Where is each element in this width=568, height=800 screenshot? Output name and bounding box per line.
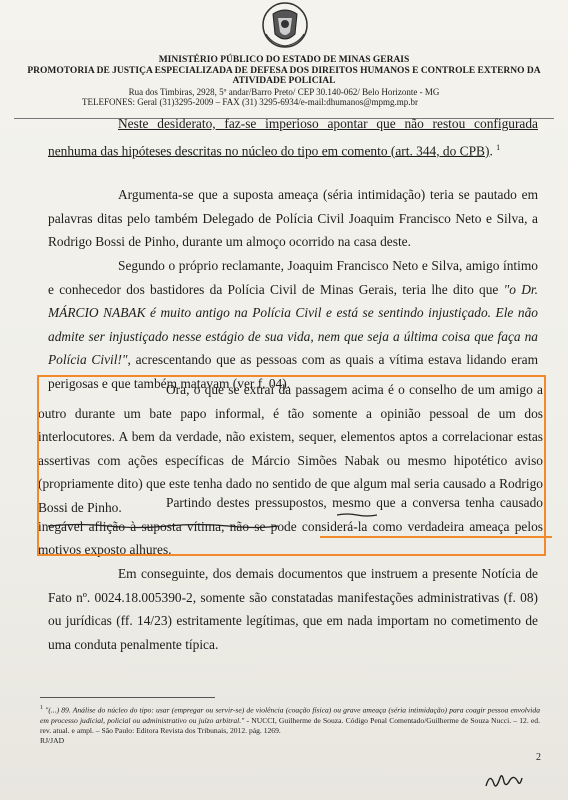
footnote-divider [40, 697, 215, 698]
paragraph-1-text-b: nenhuma das hipóteses descritas no núcleo do tipo em comento (art. 344, do CPB) [48, 142, 490, 158]
paragraph-6: Em conseguinte, dos demais documentos que instruem a presente Notícia de Fato nº. 0024.18.005390-2, somente são constatadas manifestações administrativas (f. 08) ou jurídicas (ff. 14/23) estritamente legítimas, que em nada importam no cometimento de uma conduta penalmente típica. [48, 566, 538, 652]
paragraph-4: Ora, o que se extrai da passagem acima é o conselho de um amigo a outro durante um bate papo informal, é tão somente a opinião pessoal de um dos interlocutores. A bem da verdade, não existem, sequer, elementos aptos a correlacionar estas assertivas com ações específicas de Márcio Simões Nabak ou mesmo hipotético aviso (propriamente dito) que este tenha dado no sentido de que algum mal seria causado a Rodrigo Bossi de Pinho. [38, 382, 543, 515]
footnote-mark: 1 [40, 705, 43, 711]
paragraph-1 [48, 112, 538, 162]
paragraph-5: Partindo destes pressupostos, mesmo que a conversa tenha causado inegável aflição à suposta vítima, não se pode considerá-la como verdadeira ameaça pelos motivos exposto alhures. [38, 495, 543, 557]
footnote-text: - NUCCI, Guilherme de Souza. Código Penal Comentado/Guilherme de Souza Nucci. – 12. ed. rev. atual. e ampl. – São Paulo: Editora Revista dos Tribunais, 2012. pág. 1269. [40, 715, 541, 735]
paragraph-3-quote: "o Dr. MÁRCIO NABAK é muito antigo na Polícia Civil e está se sentindo injustiçado. Ele não admite ser injustiçado nesse estágio de sua vida, nem que seja a última coisa que faça na Polícia Civil!" [48, 281, 538, 367]
paragraph-3-text-a: Segundo o próprio reclamante, Joaquim Francisco Neto e Silva, amigo íntimo e conhecedor dos bastidores da Polícia Civil de Minas Gerais, teria lhe dito que [48, 258, 538, 297]
header-address: Rua dos Timbiras, 2928, 5º andar/Barro Preto/ CEP 30.140-062/ Belo Horizonte - MG [128, 87, 440, 97]
handwritten-underline-1 [337, 512, 377, 518]
header-org: MINISTÉRIO PÚBLICO DO ESTADO DE MINAS GERAIS [158, 55, 410, 65]
paragraph-2: Argumenta-se que a suposta ameaça (séria intimidação) teria se pautado em palavras ditas pelo também Delegado de Polícia Civil Joaquim Francisco Neto e Silva, a Rodrigo Bossi de Pinho, durante um almoço ocorrido na casa deste. [48, 187, 538, 249]
page-number: 2 [536, 752, 541, 763]
paragraph-3 [48, 254, 538, 395]
coat-of-arms-icon [258, 0, 312, 50]
header-contact: TELEFONES: Geral (31)3295-2009 – FAX (31) 3295-6934/e-mail:dhumanos@mpmg.mp.br [81, 97, 419, 107]
signature-icon [484, 768, 524, 792]
paragraph-1-text-a: Neste desiderato, faz-se imperioso apontar que não restou configurada [118, 116, 538, 131]
paragraph-1-end: . [489, 142, 493, 158]
header-unit: PROMOTORIA DE JUSTIÇA ESPECIALIZADA DE DEFESA DOS DIREITOS HUMANOS E CONTROLE EXTERNO DA ATIVIDADE POLICIAL [27, 66, 541, 86]
footnote-ref: 1 [496, 142, 501, 152]
footnote-initials: RJ/JAD [40, 735, 65, 745]
footnote-italic: "(...) 89. Análise do núcleo do tipo: usar (empregar ou servir-se) de violência (coação física) ou grave ameaça (séria intimidação) para coagir pessoa envolvida em processo judicial, policial ou administrativo ou juízo arbitral." [40, 705, 540, 725]
footnote [40, 703, 540, 746]
handwritten-underline-2 [48, 523, 278, 529]
paragraph-3-text-b: , acrescentando que as pessoas com as quais a vítima estava lidando eram perigosas e que também matavam (ver f. 04). [48, 352, 538, 391]
highlight-underline [320, 536, 552, 538]
